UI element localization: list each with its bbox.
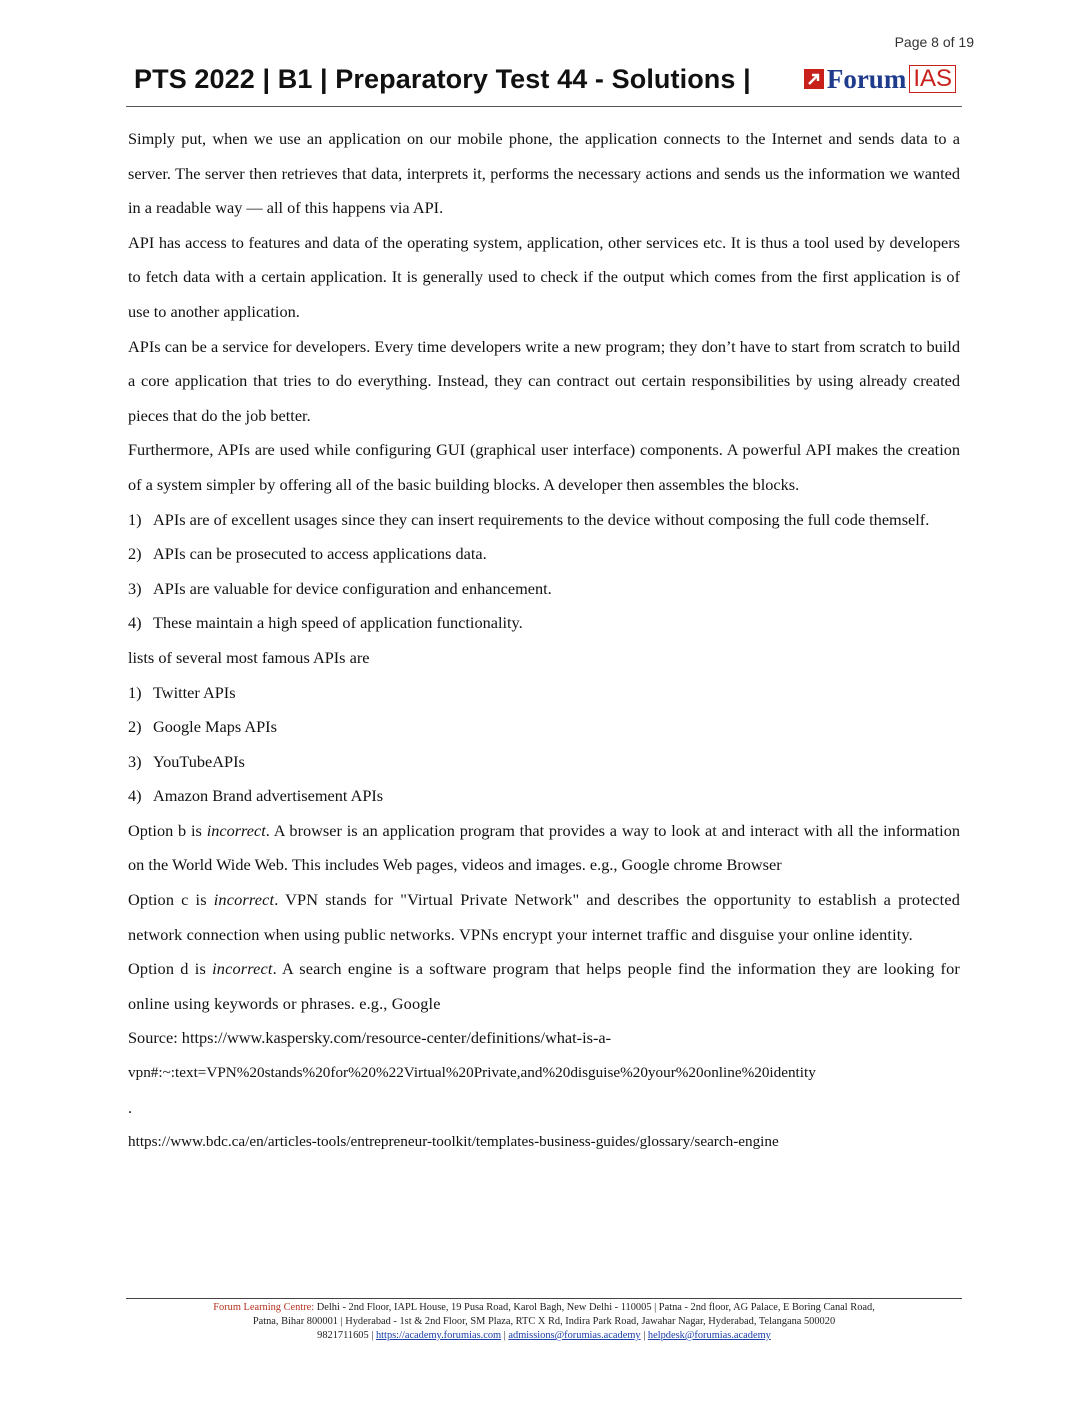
document-title: PTS 2022 | B1 | Preparatory Test 44 - Solutions |: [134, 64, 751, 94]
logo-ias-text: IAS: [909, 65, 956, 93]
source-url-bdc: https://www.bdc.ca/en/articles-tools/entrepreneur-toolkit/templates-business-guides/glossary/search-engine: [128, 1133, 779, 1151]
list-item: 4) These maintain a high speed of application functionality.: [128, 613, 523, 633]
list-item: 3) YouTubeAPIs: [128, 751, 245, 771]
famous-apis-list: [128, 676, 960, 814]
footer-address-line-2: Patna, Bihar 800001 | Hyderabad - 1st & 2nd Floor, SM Plaza, RTC X Rd, Indira Park Road, Jawahar Nagar, Hyderabad, Telangana 500020: [252, 1316, 836, 1327]
footer-contact-line: 9821711605 | https://academy.forumias.com | admissions@forumias.academy | helpdesk@forumias.academy: [317, 1330, 771, 1341]
list-item: 2) Google Maps APIs: [128, 717, 277, 737]
source-url-end: .: [128, 1097, 133, 1117]
solution-body: [128, 122, 960, 1160]
source-url-kaspersky: vpn#:~:text=VPN%20stands%20for%20%22Virtual%20Private,and%20disguise%20your%20online%20identity: [128, 1064, 816, 1082]
list-item: 1) Twitter APIs: [128, 682, 236, 702]
page-footer: [126, 1298, 962, 1343]
list-item: 3) APIs are valuable for device configuration and enhancement.: [128, 578, 552, 598]
advantages-list: [128, 503, 960, 641]
list-item: 4) Amazon Brand advertisement APIs: [128, 786, 384, 806]
footer-brand: Forum Learning Centre:: [213, 1302, 315, 1313]
paragraph-api-intro: Simply put, when we use an application on our mobile phone, the application connects to the Internet and sends data to a server. The server then retrieves that data, interprets it, performs the necessary actions and sends us the information we wanted in a readable way — all of this happens via API.: [128, 129, 960, 218]
footer-link-admissions[interactable]: admissions@forumias.academy: [508, 1330, 641, 1341]
list-item: 1) APIs are of excellent usages since they can insert requirements to the device without composing the full code themself.: [128, 509, 930, 529]
footer-link-helpdesk[interactable]: helpdesk@forumias.academy: [647, 1330, 771, 1341]
option-c-explanation: Option c is incorrect. VPN stands for "Virtual Private Network" and describes the opportunity to establish a protected network connection when using public networks. VPNs encrypt your internet traffic and disguise your online identity.: [128, 890, 960, 944]
footer-address-line: Forum Learning Centre: Delhi - 2nd Floor, IAPL House, 19 Pusa Road, Karol Bagh, New Delhi - 110005 | Patna - 2nd floor, AG Palace, E Boring Canal Road,: [213, 1302, 875, 1313]
paragraph-api-gui: Furthermore, APIs are used while configuring GUI (graphical user interface) components. A powerful API makes the creation of a system simpler by offering all of the basic building blocks. A developer then assembles the blocks.: [128, 440, 960, 494]
page-number: Page 8 of 19: [894, 34, 974, 50]
paragraph-api-service: APIs can be a service for developers. Every time developers write a new program; they don’t have to start from scratch to build a core application that tries to do everything. Instead, they can contract out certain responsibilities by using already created pieces that do the job better.: [128, 336, 960, 425]
famous-apis-intro: lists of several most famous APIs are: [128, 647, 370, 667]
list-item: 2) APIs can be prosecuted to access applications data.: [128, 544, 487, 564]
option-b-explanation: Option b is incorrect. A browser is an application program that provides a way to look at and interact with all the information on the World Wide Web. This includes Web pages, videos and images. e.g., Google chrome Browser: [128, 820, 960, 875]
forumias-logo: [804, 64, 956, 94]
logo-forum-text: Forum: [826, 63, 907, 94]
arrow-up-right-icon: [804, 69, 824, 89]
source-line: Source: https://www.kaspersky.com/resource-center/definitions/what-is-a-: [128, 1028, 612, 1048]
footer-phone: 9821711605 |: [317, 1330, 376, 1341]
page-header: [126, 62, 962, 107]
footer-link-academy[interactable]: https://academy.forumias.com: [375, 1330, 502, 1341]
option-d-explanation: Option d is incorrect. A search engine is a software program that helps people find the information they are looking for online using keywords or phrases. e.g., Google: [128, 959, 960, 1013]
paragraph-api-access: API has access to features and data of the operating system, application, other services etc. It is thus a tool used by developers to fetch data with a certain application. It is generally used to check if the output which comes from the first application is of use to another application.: [128, 232, 960, 321]
